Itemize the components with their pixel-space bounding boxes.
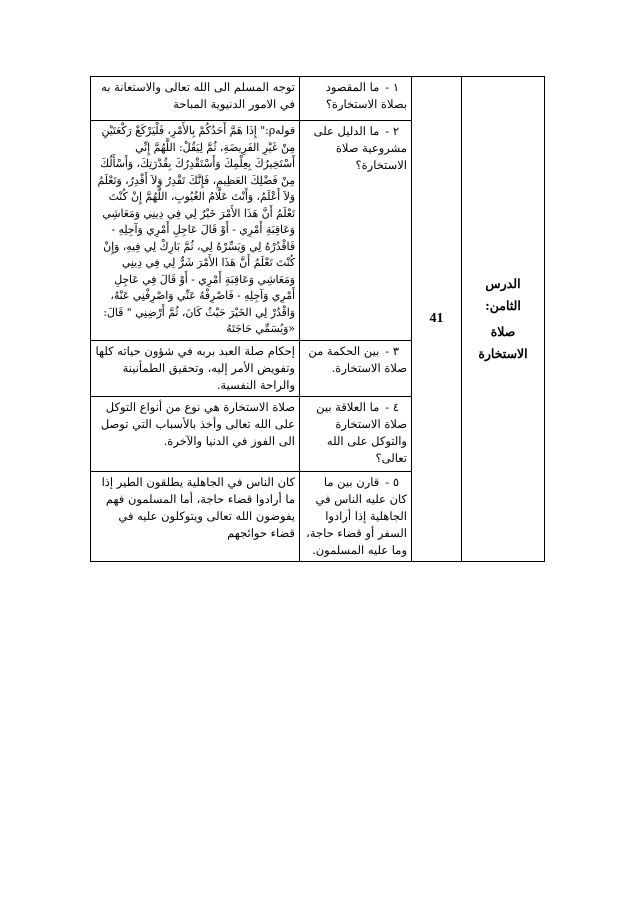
lesson-title-cell [462, 77, 545, 562]
question-cell [300, 471, 412, 561]
question-cell [300, 121, 412, 341]
answer-cell: توجه المسلم الى الله تعالى والاستعانة به في الامور الدنيوية المباحة [91, 77, 300, 121]
question-text: ما المقصود بصلاة الاستخارة؟ [325, 80, 407, 111]
question-number: ٤ - [385, 399, 399, 414]
question-text: بين الحكمة من صلاة الاستخارة. [308, 343, 407, 375]
lesson-title: الدرس الثامن: [485, 275, 521, 313]
question-text: ما العلاقة بين صلاة الاستخارة والتوكل على الله تعالى؟ [316, 399, 407, 465]
question-cell [300, 340, 412, 396]
question-number: ١ - [385, 80, 399, 94]
answer-cell: قولهρ:" إِذَا هَمَّ أَحَدُكُمْ بِالأَمْرِ، فَلْيَرْكَعْ رَكْعَتَيْنِ مِنْ غَيْرِ الفَرِيضَةِ، ثُمَّ لِيَقُلْ: اللَّهُمَّ إِنِّي أَسْتَخِيرُكَ بِعِلْمِكَ وَأَسْتَقْدِرُكَ بِقُدْرَتِكَ، وَأَسْأَلُكَ مِنْ فَضْلِكَ العَظِيمِ، فَإِنَّكَ تَقْدِرُ وَلاَ أَقْدِرُ، وَتَعْلَمُ وَلاَ أَعْلَمُ، وَأَنْتَ عَلَّامُ الغُيُوبِ، اللَّهُمَّ إِنْ كُنْتَ تَعْلَمُ أَنَّ هَذَا الأَمْرَ خَيْرٌ لِي فِي دِينِي وَمَعَاشِي وَعَاقِبَةِ أَمْرِي - أَوْ قَالَ عَاجِلِ أَمْرِي وَآجِلِهِ - فَاقْدُرْهُ لِي وَيَسِّرْهُ لِي، ثُمَّ بَارِكْ لِي فِيهِ، وَإِنْ كُنْتَ تَعْلَمُ أَنَّ هَذَا الأَمْرَ شَرٌّ لِي فِي دِينِي وَمَعَاشِي وَعَاقِبَةِ أَمْرِي - أَوْ قَالَ فِي عَاجِلِ أَمْرِي وَآجِلِهِ - فَاصْرِفْهُ عَنِّي وَاصْرِفْنِي عَنْهُ، وَاقْدُرْ لِي الخَيْرَ حَيْثُ كَانَ، ثُمَّ أَرْضِنِي " قَالَ: «وَيُسَمِّي حَاجَتَهُ [91, 121, 300, 341]
table-row [91, 77, 545, 121]
answer-cell: إحكام صلة العبد بربه في شؤون حياته كلها وتفويض الأمر إليه، وتحقيق الطمأنينة والراحة النفسية. [91, 340, 300, 396]
question-text: ما الدليل على مشروعية صلاة الاستخارة؟ [313, 124, 407, 172]
answer-cell: صلاة الاستخارة هي نوع من أنواع التوكل على الله تعالى وأخذ بالأسباب التي توصل الى الفوز في الدنيا والآخرة. [91, 396, 300, 471]
question-cell [300, 396, 412, 471]
question-number: ٥ - [385, 474, 399, 489]
lesson-subtitle: صلاة الاستخارة [478, 323, 528, 361]
lesson-table [90, 76, 545, 562]
question-number: ٢ - [385, 124, 399, 138]
question-number: ٣ - [385, 343, 399, 358]
answer-cell: كان الناس في الجاهلية يطلقون الطير إذا ما أرادوا قضاء حاجة، أما المسلمون فهم يفوضون الله تعالى ويتوكلون عليه في قضاء حوائجهم [91, 471, 300, 561]
question-cell [300, 77, 412, 121]
question-text: قارن بين ما كان عليه الناس في الجاهلية إذا أرادوا السفر أو قضاء حاجة، وما عليه المسلمون. [306, 474, 407, 557]
lesson-number: 41 [412, 77, 462, 562]
